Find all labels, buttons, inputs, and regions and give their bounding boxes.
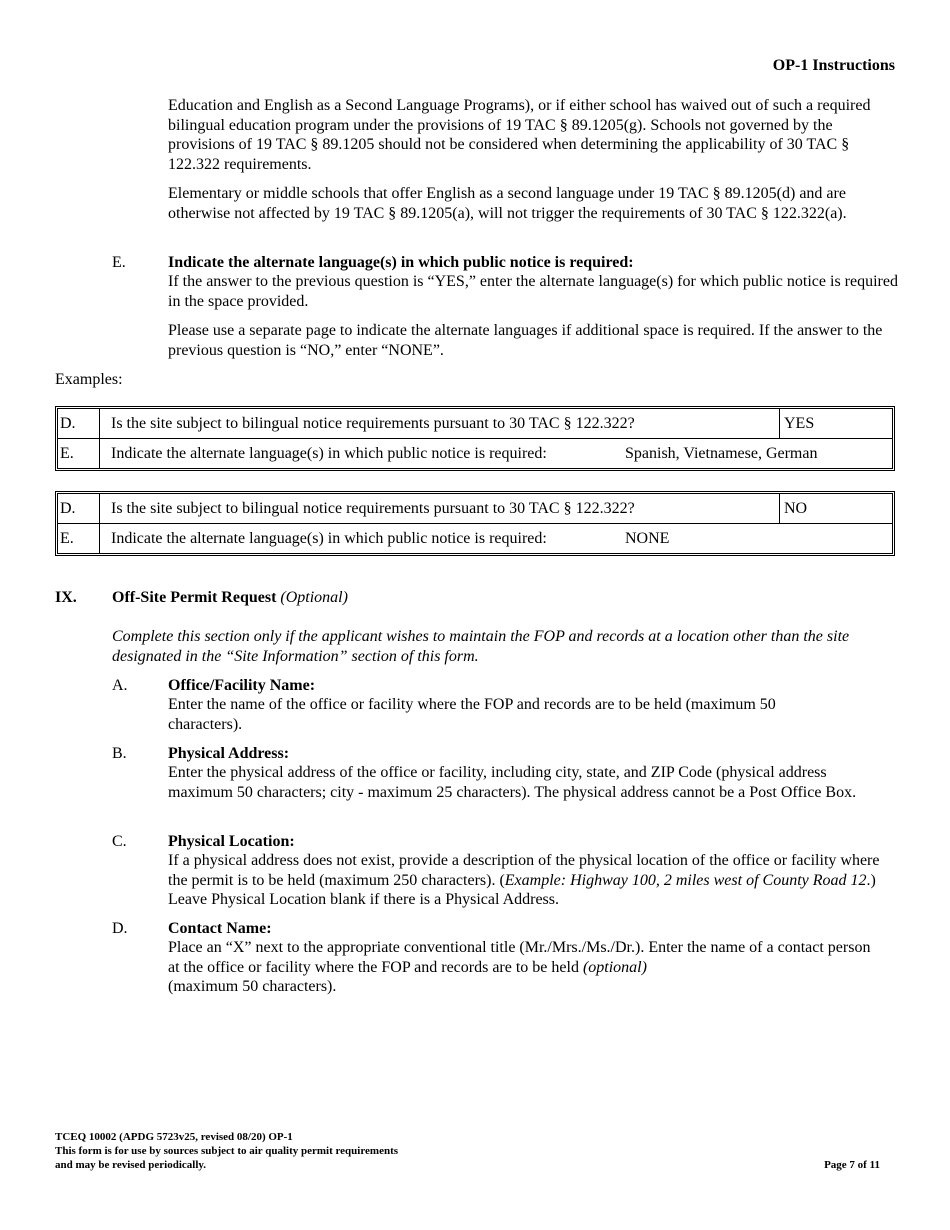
item-a-letter: A. (112, 677, 128, 694)
item-d-title: Contact Name: (168, 920, 272, 937)
row-letter: E. (58, 439, 100, 468)
item-b-title: Physical Address: (168, 745, 290, 762)
example-table-no (55, 491, 895, 556)
row-letter: E. (58, 524, 100, 553)
section-ix-intro: Complete this section only if the applicant wishes to maintain the FOP and records at a location other than the site designated in the “Site Information” section of this form. (112, 628, 850, 665)
example-row-d (58, 494, 892, 524)
item-a-text: Enter the name of the office or facility where the FOP and records are to be held (maximum 50 characters). (168, 696, 776, 733)
item-d-text: Place an “X” next to the appropriate conventional title (Mr./Mrs./Ms./Dr.). Enter the name of a contact person at the office or facility where the FOP and records are to be held (optional) (maximum 50 characters). (168, 939, 871, 996)
intro-paragraph-1: Education and English as a Second Language Programs), or if either school has waived out of such a required bilingual education program under the provisions of 19 TAC § 89.1205(g). Schools not governed by the provisions of 19 TAC § 89.1205 should not be considered when determining the applicability of 30 TAC § 122.322 requirements. (168, 97, 871, 173)
row-question: Is the site subject to bilingual notice requirements pursuant to 30 TAC § 122.322? (100, 409, 779, 439)
intro-paragraph-2: Elementary or middle schools that offer English as a second language under 19 TAC § 89.1205(d) and are otherwise not affected by 19 TAC § 89.1205(a), will not trigger the requirements of 30 TAC § 122.322(a). (168, 185, 847, 222)
section-ix-title-note: (Optional) (280, 589, 348, 606)
example-row-e (58, 524, 892, 553)
item-e-paragraph-2: Please use a separate page to indicate the alternate languages if additional space is required. If the answer to the previous question is “NO,” enter “NONE”. (168, 322, 883, 359)
item-a-title: Office/Facility Name: (168, 677, 316, 694)
page-header-title: OP-1 Instructions (772, 57, 895, 74)
item-c-text: If a physical address does not exist, provide a description of the physical location of the office or facility where the permit is to be held (maximum 250 characters). (Example: Highway 100, 2 miles west of County Road 12.) Leave Physical Location blank if there is a Physical Address. (168, 852, 880, 909)
footer-line-2: This form is for use by sources subject to air quality permit requirements (55, 1145, 399, 1157)
item-c-title: Physical Location: (168, 833, 295, 850)
row-question: Indicate the alternate language(s) in which public notice is required: (111, 529, 547, 547)
row-question-cell (100, 524, 892, 553)
item-b-text: Enter the physical address of the office or facility, including city, state, and ZIP Code (physical address maximum 50 characters; city - maximum 25 characters). The physical address cannot be a Post Office Box. (168, 764, 857, 801)
row-letter: D. (58, 409, 100, 439)
row-answer: NONE (625, 530, 670, 547)
item-c-letter: C. (112, 833, 127, 850)
row-answer: Spanish, Vietnamese, German (625, 445, 818, 462)
section-ix-heading (112, 588, 348, 608)
footer-line-1: TCEQ 10002 (APDG 5723v25, revised 08/20) OP-1 (55, 1131, 293, 1143)
item-b-letter: B. (112, 745, 127, 762)
section-ix-title: Off-Site Permit Request (112, 589, 277, 606)
item-d-letter: D. (112, 920, 128, 937)
example-row-e (58, 439, 892, 468)
row-letter: D. (58, 494, 100, 524)
row-question: Indicate the alternate language(s) in which public notice is required: (111, 444, 547, 462)
example-table-yes (55, 406, 895, 471)
row-answer: YES (779, 409, 892, 439)
footer-form-info (55, 1130, 398, 1172)
footer-line-3: and may be revised periodically. (55, 1159, 207, 1171)
page-number: Page 7 of 11 (824, 1159, 880, 1171)
item-e-letter: E. (112, 254, 126, 271)
item-e-paragraph-1: If the answer to the previous question is “YES,” enter the alternate language(s) for which public notice is required in the space provided. (168, 273, 898, 310)
row-question: Is the site subject to bilingual notice requirements pursuant to 30 TAC § 122.322? (100, 494, 779, 524)
examples-label: Examples: (55, 371, 123, 388)
row-answer: NO (779, 494, 892, 524)
item-e-title: Indicate the alternate language(s) in which public notice is required: (168, 254, 634, 271)
example-row-d (58, 409, 892, 439)
row-question-cell (100, 439, 892, 468)
section-ix-number: IX. (55, 589, 77, 606)
